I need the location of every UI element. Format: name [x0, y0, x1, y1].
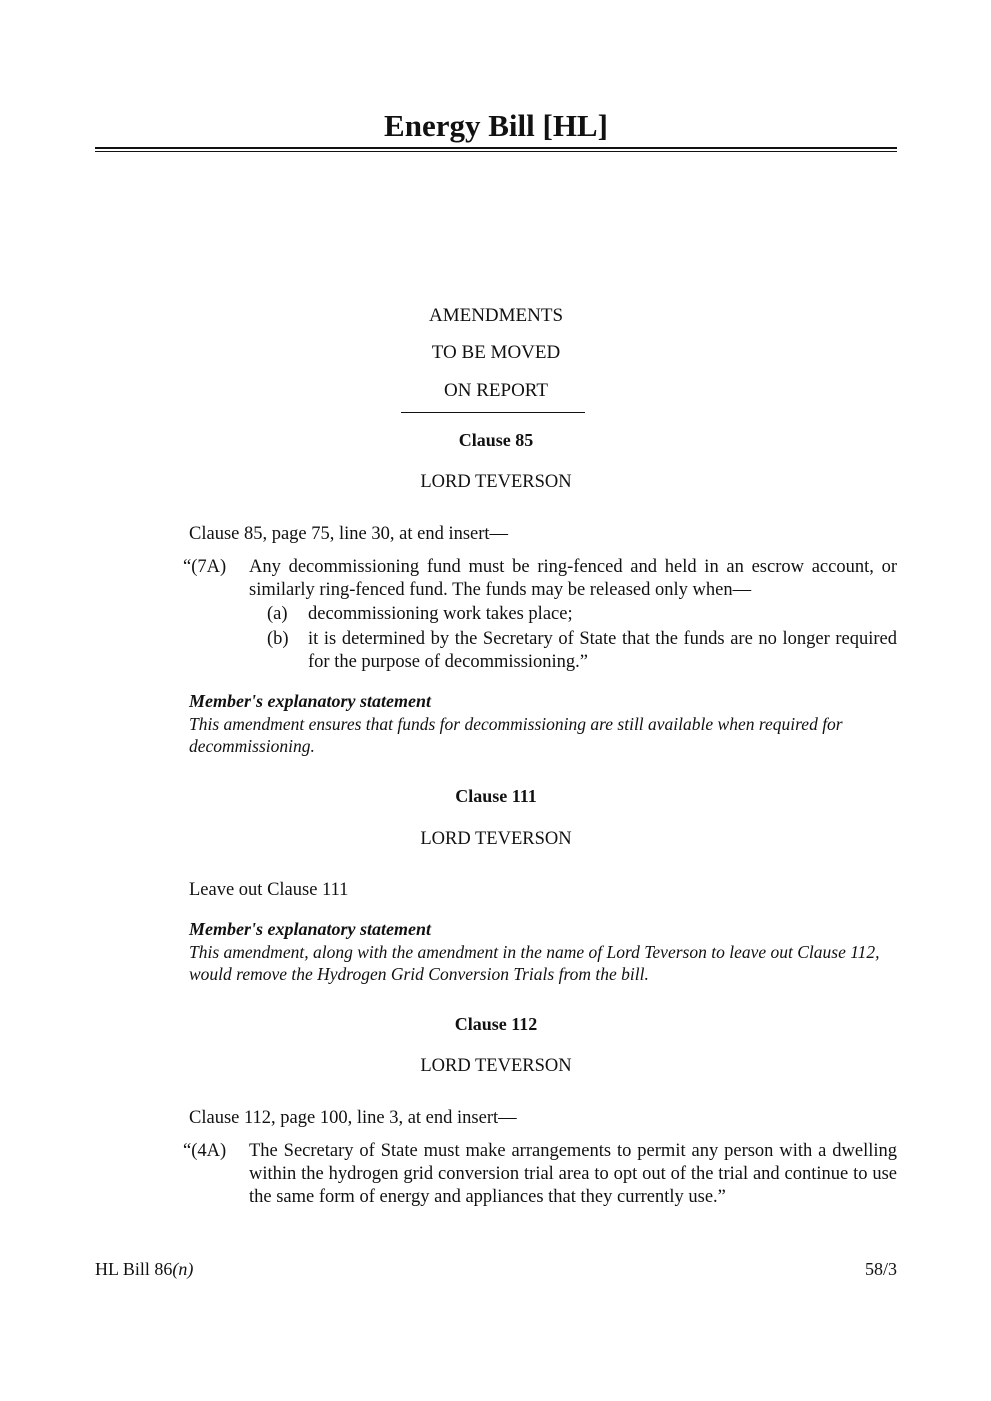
explanatory-statement-heading: Member's explanatory statement	[189, 691, 431, 711]
bill-title: Energy Bill [HL]	[384, 108, 608, 143]
amendment-number: “(4A)	[183, 1141, 227, 1161]
bill-number-text: HL Bill 86	[95, 1259, 173, 1279]
member-name: LORD TEVERSON	[420, 472, 572, 492]
title-rule-thick	[95, 147, 897, 149]
bill-number	[95, 1259, 193, 1280]
clause-heading: Clause 85	[458, 430, 534, 450]
title-rule-thin	[95, 151, 897, 152]
clause-heading: Clause 112	[454, 1014, 538, 1034]
clause-heading: Clause 111	[455, 786, 537, 806]
item-label: (a)	[267, 604, 288, 624]
explanatory-statement-text: This amendment, along with the amendment in the name of Lord Teverson to leave out Clause 112, would remove the Hydrogen Grid Conversion Trials from the bill.	[189, 942, 880, 984]
amendment-body: Any decommissioning fund must be ring-fenced and held in an escrow account, or similarly ring-fenced fund. The funds may be released only when—	[249, 557, 897, 600]
amendment-text-block	[183, 556, 897, 674]
amendment-instruction: Clause 112, page 100, line 3, at end insert—	[189, 1108, 517, 1128]
page-reference: 58/3	[864, 1259, 897, 1279]
member-name: LORD TEVERSON	[420, 1056, 572, 1076]
item-text: decommissioning work takes place;	[308, 604, 573, 624]
intro-line-on-report: ON REPORT	[444, 380, 548, 401]
amendment-item	[267, 603, 897, 626]
explanatory-statement-text: This amendment ensures that funds for decommissioning are still available when required for decommissioning.	[189, 714, 843, 756]
amendment-number: “(7A)	[183, 557, 227, 577]
amendment-item	[267, 628, 897, 674]
amendment-instruction: Clause 85, page 75, line 30, at end insert—	[189, 524, 509, 544]
item-text: it is determined by the Secretary of State that the funds are no longer required for the purpose of decommissioning.”	[308, 629, 897, 672]
intro-rule	[401, 412, 585, 413]
amendment-text-block	[183, 1140, 897, 1209]
bill-number-suffix: (n)	[172, 1259, 194, 1279]
intro-line-amendments: AMENDMENTS	[428, 305, 564, 326]
member-name: LORD TEVERSON	[420, 829, 572, 849]
amendment-instruction: Leave out Clause 111	[189, 880, 349, 900]
intro-line-to-be-moved: TO BE MOVED	[431, 342, 561, 363]
amendment-body: The Secretary of State must make arrangements to permit any person with a dwelling within the hydrogen grid conversion trial area to opt out of the trial and continue to use the same form of energy and appliances that they currently use.”	[249, 1141, 897, 1207]
item-label: (b)	[267, 629, 289, 649]
explanatory-statement-heading: Member's explanatory statement	[189, 919, 431, 939]
